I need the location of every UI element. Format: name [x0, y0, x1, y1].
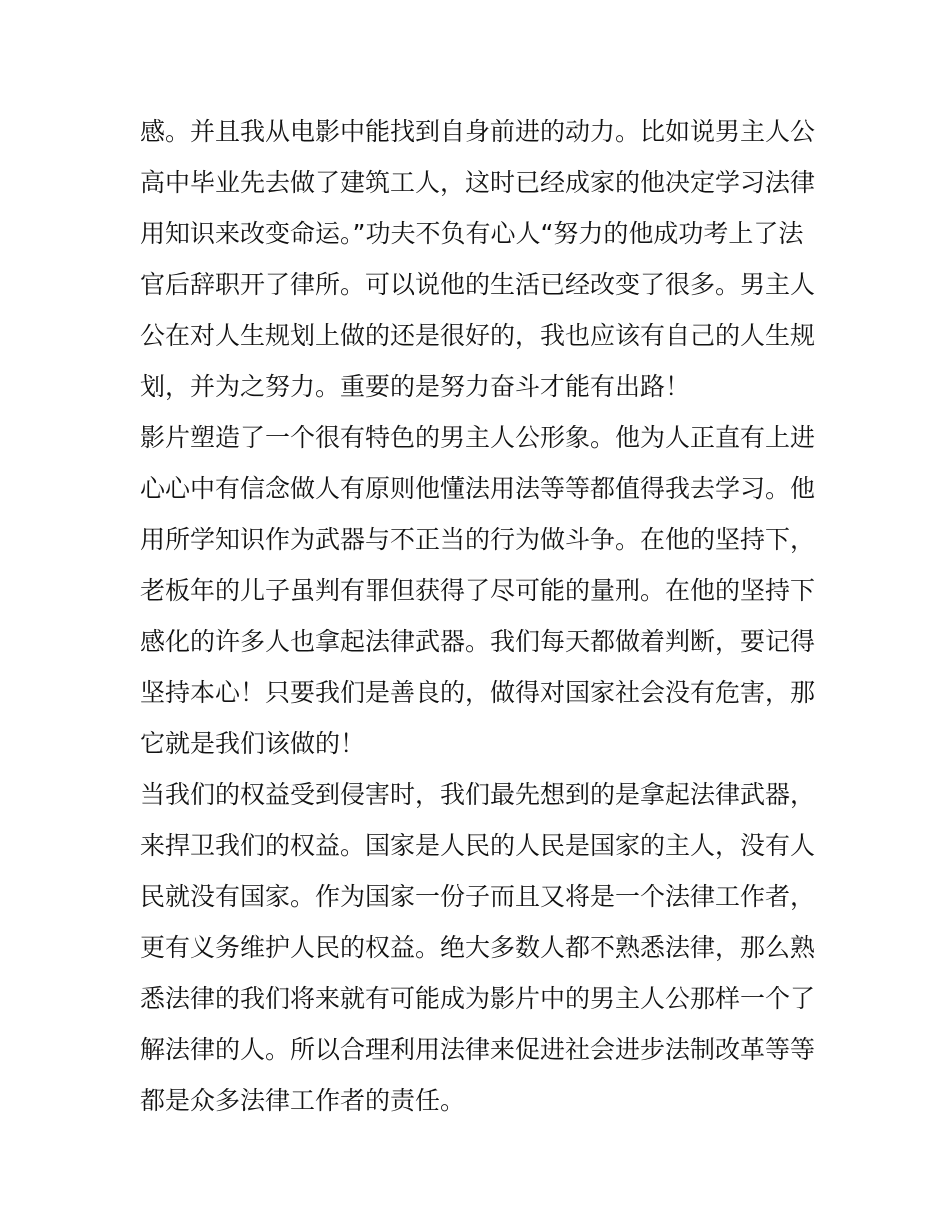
text-line: 解法律的人。所以合理利用法律来促进社会进步法制改革等等 — [140, 1035, 816, 1064]
text-line: 来捍卫我们的权益。国家是人民的人民是国家的主人，没有人 — [140, 831, 816, 860]
text-line: 公在对人生规划上做的还是很好的，我也应该有自己的人生规 — [140, 321, 816, 350]
text-line: 划，并为之努力。重要的是努力奋斗才能有出路！ — [140, 372, 691, 401]
text-line: 感。并且我从电影中能找到自身前进的动力。比如说男主人公 — [140, 117, 816, 146]
text-line: 都是众多法律工作者的责任。 — [140, 1086, 466, 1115]
text-line: 老板年的儿子虽判有罪但获得了尽可能的量刑。在他的坚持下 — [140, 576, 816, 605]
text-line: 影片塑造了一个很有特色的男主人公形象。他为人正直有上进 — [140, 423, 816, 452]
text-line: 用所学知识作为武器与不正当的行为做斗争。在他的坚持下， — [140, 525, 816, 554]
text-line: 坚持本心！只要我们是善良的，做得对国家社会没有危害，那 — [140, 678, 816, 707]
text-line: 官后辞职开了律所。可以说他的生活已经改变了很多。男主人 — [140, 270, 816, 299]
text-line: 用知识来改变命运。”功夫不负有心人“努力的他成功考上了法 — [140, 219, 804, 248]
text-line: 民就没有国家。作为国家一份子而且又将是一个法律工作者， — [140, 882, 816, 911]
text-line: 悉法律的我们将来就有可能成为影片中的男主人公那样一个了 — [140, 984, 816, 1013]
text-line: 当我们的权益受到侵害时，我们最先想到的是拿起法律武器， — [140, 780, 816, 809]
text-line: 心心中有信念做人有原则他懂法用法等等都值得我去学习。他 — [140, 474, 816, 503]
text-line: 高中毕业先去做了建筑工人，这时已经成家的他决定学习法律 — [140, 168, 816, 197]
text-line: 它就是我们该做的！ — [140, 729, 366, 758]
text-line: 感化的许多人也拿起法律武器。我们每天都做着判断，要记得 — [140, 627, 816, 656]
body-text — [140, 106, 820, 1126]
text-line: 更有义务维护人民的权益。绝大多数人都不熟悉法律，那么熟 — [140, 933, 816, 962]
